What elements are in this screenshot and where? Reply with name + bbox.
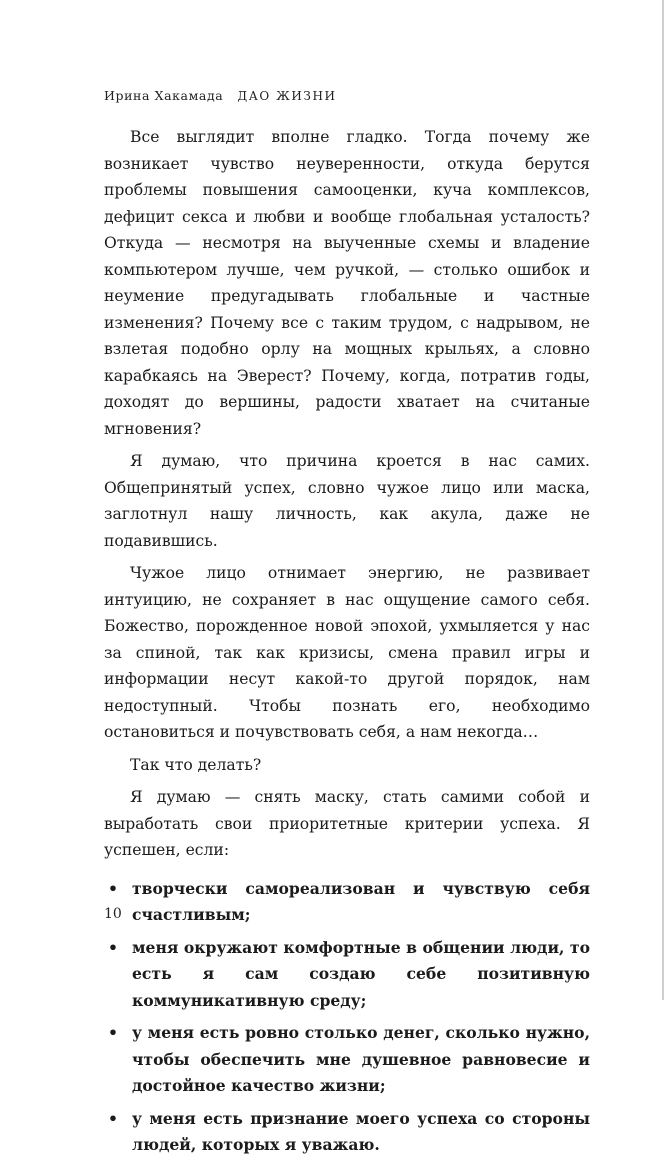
- author-name: Ирина Хакамада: [104, 88, 224, 103]
- page-number: 10: [104, 906, 122, 922]
- list-item: [104, 1020, 590, 1100]
- list-item: [104, 876, 590, 929]
- book-title: ДАО ЖИЗНИ: [237, 89, 337, 103]
- paragraph: Так что делать?: [130, 755, 262, 774]
- running-head: [104, 88, 337, 103]
- main-text: [104, 124, 590, 1165]
- bullet-dot: •: [108, 937, 118, 957]
- bullet-dot: •: [108, 878, 118, 898]
- paragraph: Чужое лицо отнимает энергию, не развивает интуицию, не сохраняет в нас ощущение самого себя. Божество, порожденное новой эпохой, ухмыляется у нас за спиной, так как кризисы, смена правил игры и информации несут какой-то другой порядок, нам недоступный. Чтобы познать его, необходимо остановиться и почувствовать себя, а нам некогда…: [104, 564, 590, 741]
- bullet-dot: •: [108, 1023, 118, 1042]
- list-item-text: у меня есть признание моего успеха со стороны людей, которых я уважаю.: [132, 1108, 590, 1154]
- paragraph: Я думаю — снять маску, стать самими собой и выработать свои приоритетные критерии успеха. Я успешен, если:: [104, 788, 590, 859]
- list-item-text: у меня есть ровно столько денег, сколько нужно, чтобы обеспечить мне душевное равновесие и достойное качество жизни;: [132, 1023, 590, 1095]
- list-item: [104, 935, 590, 1015]
- list-item-text: меня окружают комфортные в общении люди, то есть я сам создаю себе позитивную коммуникативную среду;: [132, 937, 590, 1010]
- list-item-text: творчески самореализован и чувствую себя счастливым;: [132, 878, 590, 924]
- bullet-dot: •: [108, 1108, 118, 1128]
- paragraph: Все выглядит вполне гладко. Тогда почему же возникает чувство неуверенности, откуда берутся проблемы повышения самооценки, куча комплексов, дефицит секса и любви и вообще глобальная усталость? Откуда — несмотря на выученные схемы и владение компьютером лучше, чем ручкой, — столько ошибок и неумение предугадывать глобальные и частные изменения? Почему все с таким трудом, с надрывом, не взлетая подобно орлу на мощных крыльях, а словно карабкаясь на Эверест? Почему, когда, потратив годы, доходят до вершины, радости хватает на считаные мгновения?: [104, 128, 590, 438]
- success-criteria-list: [104, 876, 590, 1159]
- paragraph: Я думаю, что причина кроется в нас самих. Общепринятый успех, словно чужое лицо или маска, заглотнул нашу личность, как акула, даже не подавившись.: [104, 452, 590, 550]
- list-item: [104, 1106, 590, 1159]
